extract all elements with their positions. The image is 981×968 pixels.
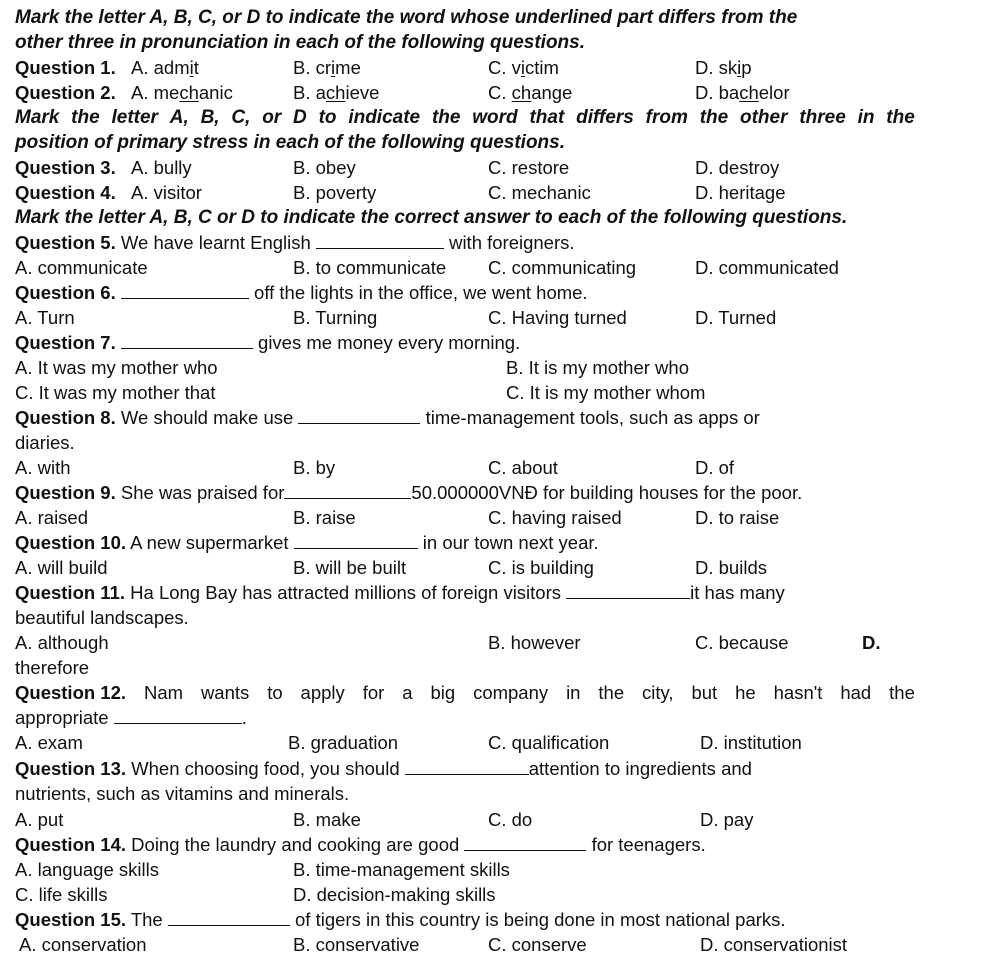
question-6: Question 6. off the lights in the office, we went home. [15, 282, 588, 303]
answer-blank[interactable] [284, 482, 411, 499]
q8-option-d[interactable]: D. of [695, 457, 735, 478]
q10-option-d[interactable]: D. builds [695, 557, 767, 578]
answer-blank[interactable] [464, 834, 586, 851]
q10-option-b[interactable]: B. will be built [293, 557, 407, 578]
q11-option-b[interactable]: B. however [488, 632, 581, 653]
q7-option-a[interactable]: A. It was my mother who [15, 357, 218, 378]
question-7: Question 7. gives me money every morning. [15, 332, 521, 353]
q8-option-b[interactable]: B. by [293, 457, 336, 478]
question-label: Question 3. [15, 157, 116, 178]
q9-option-d[interactable]: D. to raise [695, 507, 780, 528]
q15-option-c[interactable]: C. conserve [488, 934, 587, 955]
question-label: Question 10. [15, 532, 127, 553]
q12-option-b[interactable]: B. graduation [288, 732, 399, 753]
answer-blank[interactable] [121, 332, 253, 349]
question-8-continuation: diaries. [15, 432, 75, 453]
q5-option-c[interactable]: C. communicating [488, 257, 637, 278]
q12-option-a[interactable]: A. exam [15, 732, 83, 753]
answer-blank[interactable] [405, 758, 529, 775]
q13-option-c[interactable]: C. do [488, 809, 533, 830]
q2-option-a[interactable]: A. mechanic [131, 82, 233, 103]
q8-option-a[interactable]: A. with [15, 457, 71, 478]
question-label: Question 8. [15, 407, 116, 428]
q11-option-d[interactable]: D. [862, 632, 881, 653]
question-label: Question 5. [15, 232, 116, 253]
q11-option-d-text[interactable]: therefore [15, 657, 90, 678]
q13-option-b[interactable]: B. make [293, 809, 361, 830]
q7-option-d[interactable]: C. It is my mother whom [506, 382, 706, 403]
q7-option-c[interactable]: C. It was my mother that [15, 382, 216, 403]
question-5: Question 5. We have learnt English with foreigners. [15, 232, 575, 253]
question-label: Question 12. [15, 682, 127, 703]
answer-blank[interactable] [298, 407, 420, 424]
q7-option-b[interactable]: B. It is my mother who [506, 357, 689, 378]
question-label: Question 13. [15, 758, 127, 779]
question-label: Question 6. [15, 282, 116, 303]
answer-blank[interactable] [294, 532, 418, 549]
question-label: Question 4. [15, 182, 116, 203]
q4-option-a[interactable]: A. visitor [131, 182, 202, 203]
q5-option-d[interactable]: D. communicated [695, 257, 839, 278]
question-label: Question 14. [15, 834, 127, 855]
q2-option-c[interactable]: C. change [488, 82, 573, 103]
question-13-continuation: nutrients, such as vitamins and minerals. [15, 783, 350, 804]
instruction-stress-line1: Mark the letter A, B, C, or D to indicate the word that differs from the other three in the [15, 107, 915, 128]
q14-option-b[interactable]: B. time-management skills [293, 859, 510, 880]
q13-option-a[interactable]: A. put [15, 809, 64, 830]
answer-blank[interactable] [168, 909, 290, 926]
q4-option-d[interactable]: D. heritage [695, 182, 786, 203]
question-2 [15, 80, 116, 105]
q2-option-d[interactable]: D. bachelor [695, 82, 790, 103]
instruction-pronunciation-line1: Mark the letter A, B, C, or D to indicate the word whose underlined part differs from the [15, 7, 798, 28]
question-11: Question 11. Ha Long Bay has attracted millions of foreign visitors it has many [15, 582, 785, 603]
question-label: Question 15. [15, 909, 127, 930]
q4-option-b[interactable]: B. poverty [293, 182, 377, 203]
q6-option-d[interactable]: D. Turned [695, 307, 777, 328]
q6-option-c[interactable]: C. Having turned [488, 307, 627, 328]
q1-option-d[interactable]: D. skip [695, 57, 752, 78]
question-10: Question 10. A new supermarket in our town next year. [15, 532, 599, 553]
question-label: Question 7. [15, 332, 116, 353]
question-12: Question 12. Nam wants to apply for a big company in the city, but he hasn't had the [15, 682, 915, 703]
q1-option-a[interactable]: A. admit [131, 57, 199, 78]
q6-option-a[interactable]: A. Turn [15, 307, 75, 328]
q1-option-b[interactable]: B. crime [293, 57, 361, 78]
answer-blank[interactable] [121, 282, 249, 299]
q14-option-d[interactable]: D. decision-making skills [293, 884, 496, 905]
question-label: Question 2. [15, 82, 116, 103]
q6-option-b[interactable]: B. Turning [293, 307, 378, 328]
q1-option-c[interactable]: C. victim [488, 57, 559, 78]
q2-option-b[interactable]: B. achieve [293, 82, 380, 103]
q11-option-a[interactable]: A. although [15, 632, 109, 653]
instruction-mcq: Mark the letter A, B, C or D to indicate the correct answer to each of the following questions. [15, 207, 848, 228]
question-3 [15, 155, 116, 180]
q9-option-c[interactable]: C. having raised [488, 507, 622, 528]
question-14: Question 14. Doing the laundry and cooking are good for teenagers. [15, 834, 706, 855]
q15-option-b[interactable]: B. conservative [293, 934, 420, 955]
question-13: Question 13. When choosing food, you should attention to ingredients and [15, 758, 752, 779]
q3-option-c[interactable]: C. restore [488, 157, 570, 178]
question-label: Question 1. [15, 57, 116, 78]
q8-option-c[interactable]: C. about [488, 457, 558, 478]
q3-option-d[interactable]: D. destroy [695, 157, 780, 178]
q3-option-a[interactable]: A. bully [131, 157, 192, 178]
q3-option-b[interactable]: B. obey [293, 157, 356, 178]
q14-option-c[interactable]: C. life skills [15, 884, 108, 905]
q13-option-d[interactable]: D. pay [700, 809, 754, 830]
q5-option-a[interactable]: A. communicate [15, 257, 148, 278]
question-4 [15, 180, 116, 205]
answer-blank[interactable] [316, 232, 444, 249]
question-label: Question 11. [15, 582, 126, 603]
q12-option-c[interactable]: C. qualification [488, 732, 610, 753]
question-label: Question 9. [15, 482, 116, 503]
q15-option-d[interactable]: D. conservationist [700, 934, 848, 955]
q12-option-d[interactable]: D. institution [700, 732, 802, 753]
q4-option-c[interactable]: C. mechanic [488, 182, 591, 203]
q14-option-a[interactable]: A. language skills [15, 859, 159, 880]
q9-option-b[interactable]: B. raise [293, 507, 356, 528]
q10-option-c[interactable]: C. is building [488, 557, 594, 578]
question-12-continuation: appropriate . [15, 707, 247, 728]
q15-option-a[interactable]: A. conservation [19, 934, 147, 955]
instruction-stress-line2: position of primary stress in each of the following questions. [15, 132, 566, 153]
question-11-continuation: beautiful landscapes. [15, 607, 189, 628]
q9-option-a[interactable]: A. raised [15, 507, 89, 528]
question-8: Question 8. We should make use time-management tools, such as apps or [15, 407, 760, 428]
answer-blank[interactable] [114, 707, 242, 724]
question-1 [15, 55, 116, 80]
answer-blank[interactable] [566, 582, 690, 599]
q10-option-a[interactable]: A. will build [15, 557, 108, 578]
instruction-pronunciation-line2: other three in pronunciation in each of the following questions. [15, 32, 586, 53]
q11-option-c[interactable]: C. because [695, 632, 789, 653]
question-15: Question 15. The of tigers in this country is being done in most national parks. [15, 909, 786, 930]
question-9: Question 9. She was praised for 50.000000VNĐ for building houses for the poor. [15, 482, 803, 503]
q5-option-b[interactable]: B. to communicate [293, 257, 447, 278]
